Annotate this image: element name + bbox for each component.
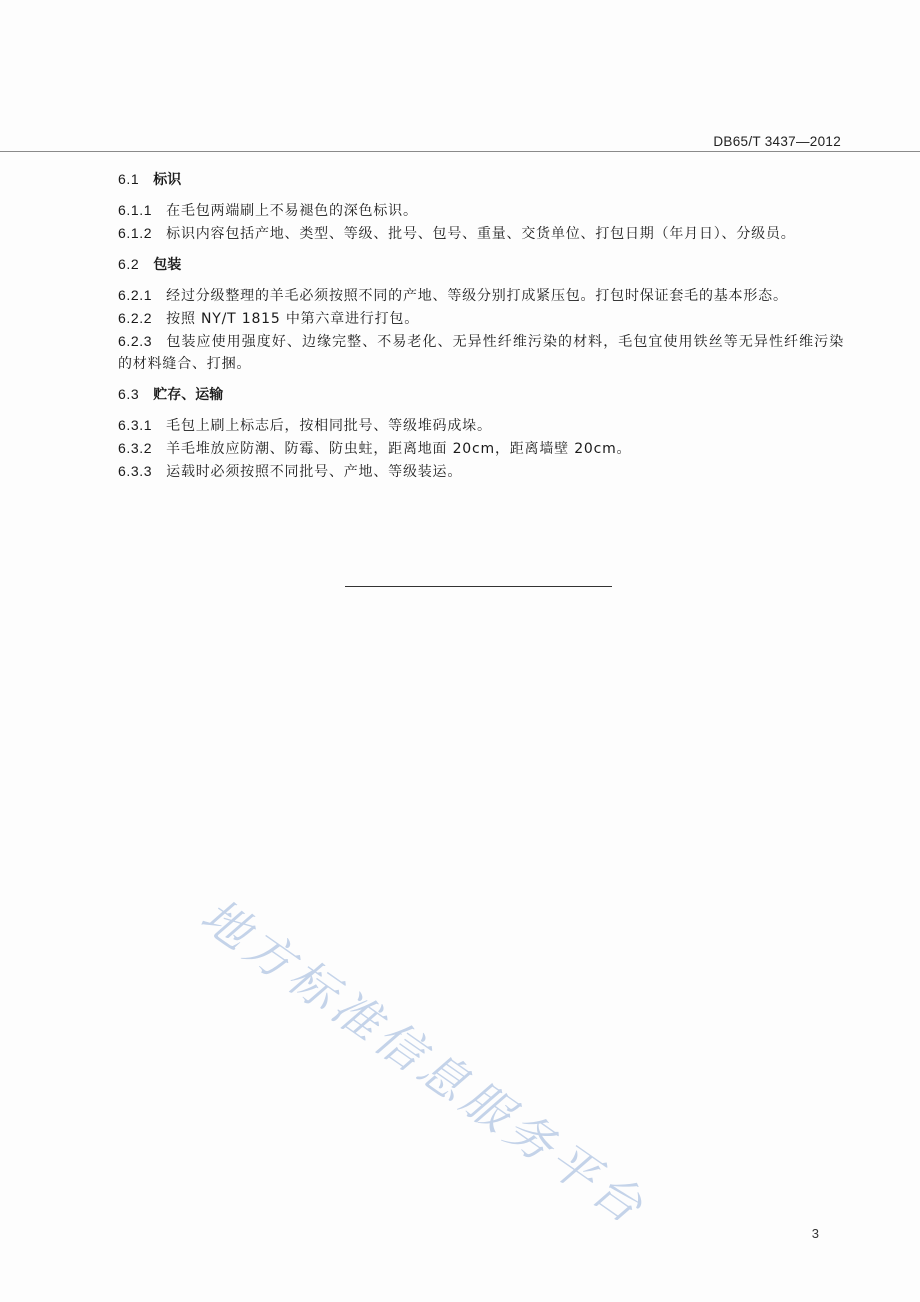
clause-6-3-1 (118, 414, 844, 437)
section-title: 标识 (153, 172, 182, 188)
clause-number: 6.2.2 (118, 310, 153, 326)
clause-6-3-3 (118, 460, 844, 483)
clause-number: 6.2.1 (118, 287, 153, 303)
section-title: 贮存、运输 (153, 387, 224, 403)
clause-number: 6.3.2 (118, 440, 153, 456)
clause-number: 6.3.3 (118, 463, 153, 479)
clause-number: 6.1.2 (118, 225, 153, 241)
section-number: 6.1 (118, 171, 140, 187)
clause-text: 按照 NY/T 1815 中第六章进行打包。 (166, 311, 420, 327)
clause-6-2-2 (118, 307, 844, 330)
section-heading-6-3 (118, 383, 844, 406)
standard-code: DB65/T 3437—2012 (713, 134, 841, 149)
watermark-text: 地方标准信息服务平台 (190, 888, 657, 1238)
clause-number: 6.2.3 (118, 333, 153, 349)
section-number: 6.2 (118, 256, 140, 272)
section-title: 包装 (153, 257, 182, 273)
clause-6-2-3 (118, 330, 844, 375)
clause-6-2-1 (118, 284, 844, 307)
clause-text: 经过分级整理的羊毛必须按照不同的产地、等级分别打成紧压包。打包时保证套毛的基本形态。 (166, 288, 788, 304)
clause-number: 6.1.1 (118, 202, 153, 218)
clause-text: 羊毛堆放应防潮、防霉、防虫蛀，距离地面 20cm，距离墙壁 20cm。 (166, 441, 632, 457)
end-of-content-rule (345, 586, 612, 587)
section-heading-6-2 (118, 253, 844, 276)
header-divider (0, 151, 920, 152)
clause-text: 在毛包两端刷上不易褪色的深色标识。 (166, 203, 418, 219)
clause-text: 包装应使用强度好、边缘完整、不易老化、无异性纤维污染的材料，毛包宜使用铁丝等无异性纤维污染的材料缝合、打捆。 (118, 334, 844, 372)
section-number: 6.3 (118, 386, 140, 402)
clause-text: 毛包上刷上标志后，按相同批号、等级堆码成垛。 (166, 418, 492, 434)
clause-6-1-1 (118, 199, 844, 222)
clause-text: 运载时必须按照不同批号、产地、等级装运。 (166, 464, 463, 480)
section-heading-6-1 (118, 168, 844, 191)
clause-6-3-2 (118, 437, 844, 460)
clause-6-1-2 (118, 222, 844, 245)
document-body (118, 168, 844, 483)
clause-number: 6.3.1 (118, 417, 153, 433)
clause-text: 标识内容包括产地、类型、等级、批号、包号、重量、交货单位、打包日期（年月日）、分级员。 (166, 226, 796, 242)
page-number: 3 (811, 1226, 819, 1241)
